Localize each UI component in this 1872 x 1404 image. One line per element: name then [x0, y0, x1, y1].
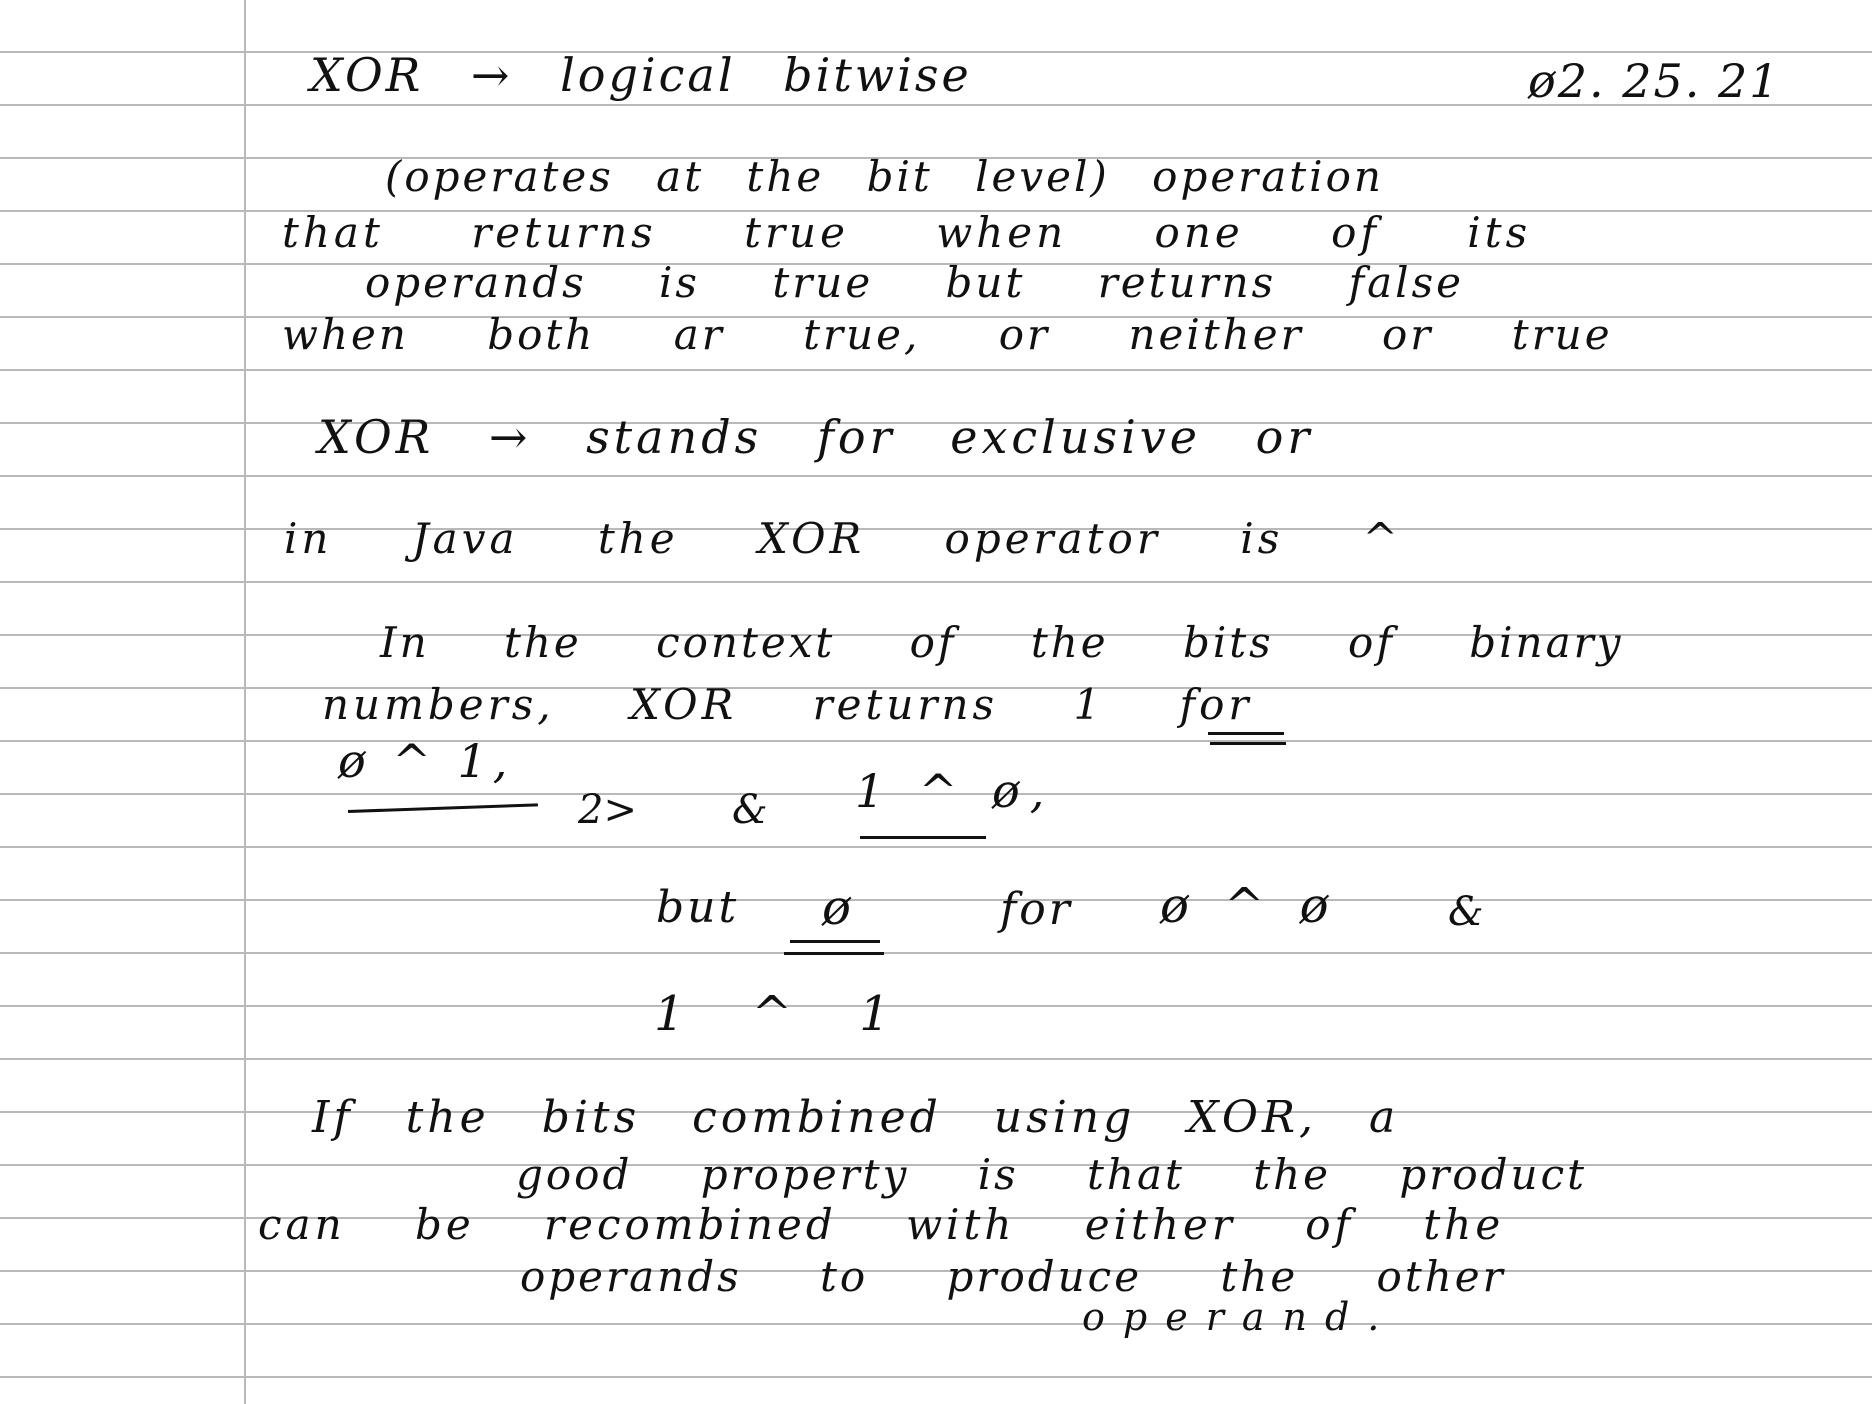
definition-line-4: when both ar true, or neither or true — [282, 310, 1613, 359]
definition-line-2: that returns true when one of its — [282, 208, 1532, 257]
property-line-1: If the bits combined using XOR, a — [312, 1092, 1400, 1143]
underline-zero — [790, 940, 880, 943]
underline-example-1 — [348, 803, 538, 813]
for-label: for — [1000, 884, 1073, 935]
definition-line-3: operands is true but returns false — [365, 258, 1465, 307]
underline-zero-second — [784, 952, 884, 955]
example-zero-xor-one: ø ^ 1, — [338, 734, 514, 788]
ampersand-2: & — [1448, 889, 1484, 935]
property-line-2: good property is that the product — [516, 1150, 1587, 1199]
note-title: XOR → logical bitwise — [310, 48, 972, 102]
context-line-2: numbers, XOR returns 1 for — [322, 680, 1253, 729]
separator-mark: 2> — [578, 787, 637, 833]
example-one-xor-one: 1 ^ 1 — [654, 986, 916, 1042]
definition-line-1: (operates at the bit level) operation — [385, 152, 1384, 201]
context-line-1: In the context of the bits of binary — [380, 618, 1624, 667]
but-label: but — [656, 882, 740, 933]
note-date: ø2. 25. 21 — [1528, 54, 1781, 108]
property-line-4: operands to produce the other — [520, 1252, 1506, 1301]
margin-line — [244, 0, 246, 1404]
underline-one-second — [1210, 742, 1286, 745]
example-zero-xor-zero: ø ^ ø — [1160, 878, 1339, 934]
property-line-5: operand. — [1082, 1295, 1398, 1339]
underline-example-2 — [860, 836, 986, 839]
java-operator-line: in Java the XOR operator is ^ — [284, 514, 1402, 563]
example-one-xor-zero: 1 ^ ø, — [855, 764, 1055, 818]
zero-result: ø — [822, 880, 851, 936]
underline-one — [1208, 732, 1284, 735]
property-line-3: can be recombined with either of the — [258, 1200, 1505, 1249]
ampersand-1: & — [732, 787, 768, 833]
xor-stands-for: XOR → stands for exclusive or — [318, 410, 1314, 464]
